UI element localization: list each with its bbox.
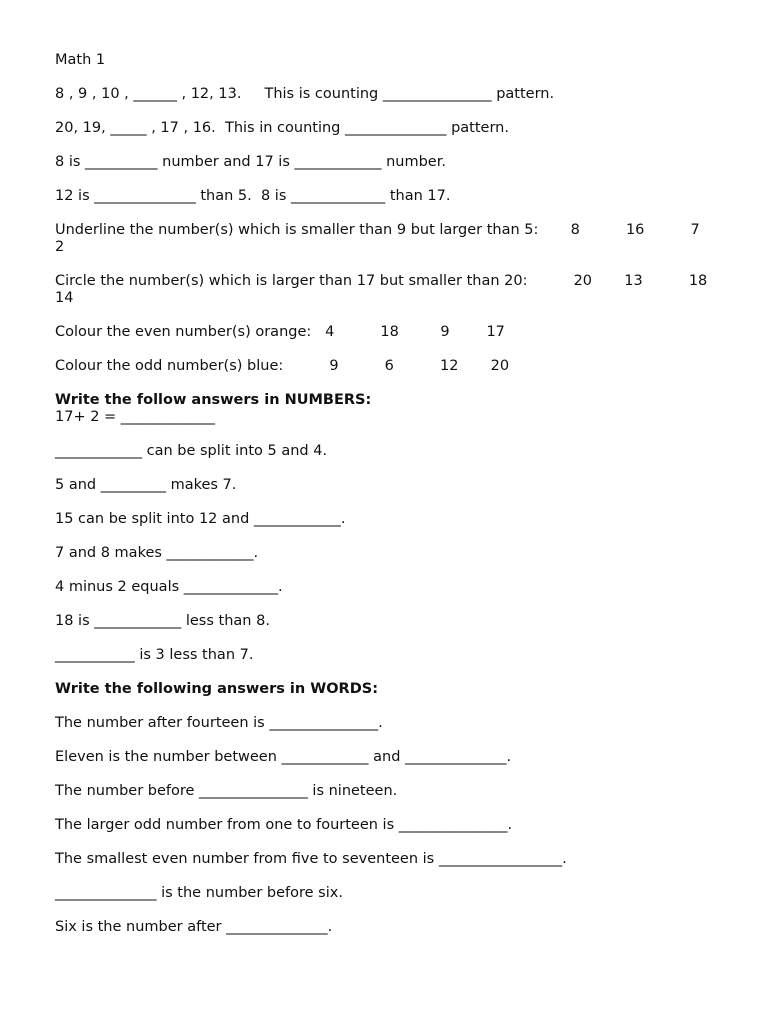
words-question-7: Six is the number after ______________. <box>55 919 333 935</box>
underline-question: Underline the number(s) which is smaller than 9 but larger than 5: 8 16 7 2 <box>55 222 742 255</box>
words-question-1: The number after fourteen is _______________. <box>55 715 383 731</box>
words-section-heading: Write the following answers in WORDS: <box>55 681 379 697</box>
words-question-2: Eleven is the number between ____________ and ______________. <box>55 749 512 765</box>
circle-question: Circle the number(s) which is larger than 17 but smaller than 20: 20 13 18 14 <box>55 273 735 306</box>
words-question-6: ______________ is the number before six. <box>55 885 343 901</box>
comparison-question: 12 is ______________ than 5. 8 is _____________ than 17. <box>55 188 451 204</box>
words-question-4: The larger odd number from one to fourteen is _______________. <box>55 817 513 833</box>
numbers-question-7: 18 is ____________ less than 8. <box>55 613 270 629</box>
counting-pattern-question-1: 8 , 9 , 10 , ______ , 12, 13. This is counting _______________ pattern. <box>55 86 555 102</box>
colour-even-question: Colour the even number(s) orange: 4 18 9 17 <box>55 324 505 340</box>
counting-pattern-question-2: 20, 19, _____ , 17 , 16. This in counting ______________ pattern. <box>55 120 509 136</box>
colour-odd-question: Colour the odd number(s) blue: 9 6 12 20 <box>55 358 510 374</box>
numbers-question-6: 4 minus 2 equals _____________. <box>55 579 283 595</box>
words-question-5: The smallest even number from five to seventeen is _________________. <box>55 851 567 867</box>
odd-even-question: 8 is __________ number and 17 is ____________ number. <box>55 154 446 170</box>
numbers-question-4: 15 can be split into 12 and ____________. <box>55 511 346 527</box>
numbers-section-heading: Write the follow answers in NUMBERS: <box>55 392 372 408</box>
numbers-question-8: ___________ is 3 less than 7. <box>55 647 254 663</box>
numbers-question-2: ____________ can be split into 5 and 4. <box>55 443 328 459</box>
numbers-question-3: 5 and _________ makes 7. <box>55 477 237 493</box>
worksheet-title: Math 1 <box>55 52 106 68</box>
numbers-question-5: 7 and 8 makes ____________. <box>55 545 259 561</box>
words-question-3: The number before _______________ is nineteen. <box>55 783 398 799</box>
numbers-question-1: 17+ 2 = _____________ <box>55 409 216 425</box>
